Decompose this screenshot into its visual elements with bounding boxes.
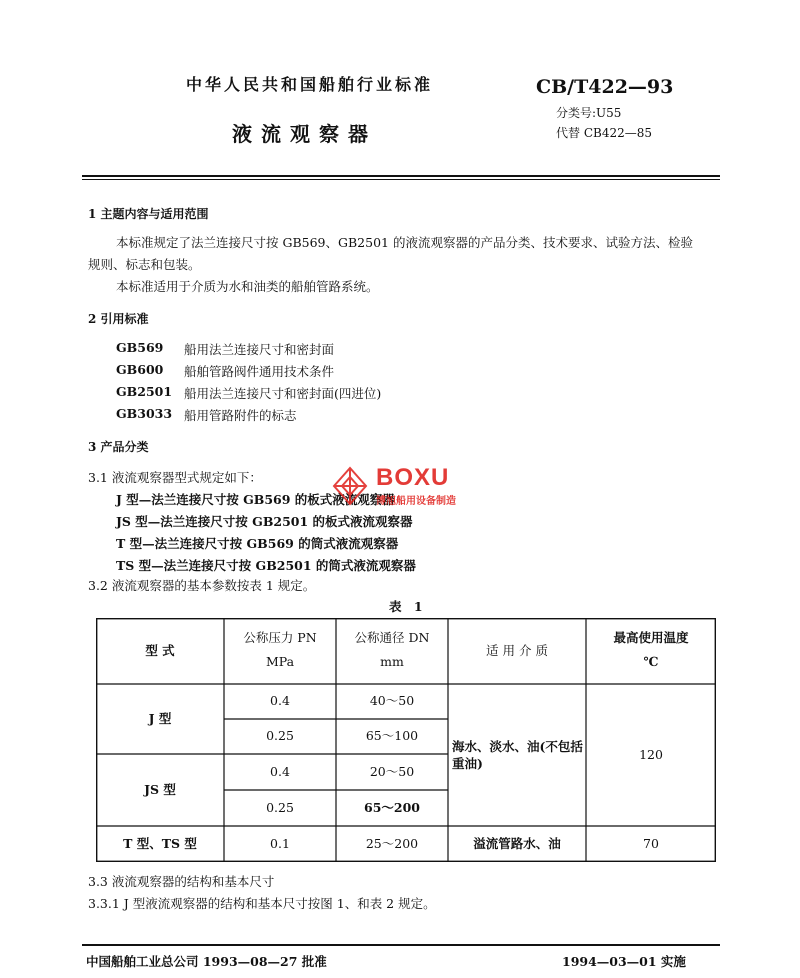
reference-text: 船舶管路阀件通用技术条件 [184, 364, 335, 379]
type-j: J 型 [148, 710, 172, 726]
medium-j-js: 海水、淡水、油(不包括重油) [452, 739, 583, 771]
row-1-diameter: 40～50 [369, 693, 415, 709]
row-3-diameter: 20～50 [369, 763, 415, 779]
type-definition-j: J 型—法兰连接尺寸按 GB569 的板式液流观察器 [116, 492, 395, 507]
temperature-t-ts: 70 [643, 835, 659, 851]
section-3-title: 3 产品分类 [88, 440, 149, 454]
document-title: 液流观察器 [232, 122, 377, 146]
section-3-3-1: 3.3.1 J 型液流观察器的结构和基本尺寸按图 1、和表 2 规定。 [88, 896, 436, 911]
watermark-brand: BOXU [376, 464, 450, 491]
row-3-pressure: 0.4 [270, 763, 290, 779]
temperature-j-js: 120 [639, 746, 663, 762]
parameters-table [96, 618, 716, 862]
row-5-diameter: 25～200 [365, 835, 419, 851]
type-js: JS 型 [144, 781, 176, 797]
type-definition-js: JS 型—法兰连接尺寸按 GB2501 的板式液流观察器 [116, 514, 413, 529]
replaces-standard: 代替 CB422—85 [556, 126, 652, 140]
section-2-title: 2 引用标准 [88, 312, 149, 326]
reference-code: GB600 [116, 362, 164, 377]
header-pressure-unit: MPa [265, 653, 295, 669]
section-3-2: 3.2 液流观察器的基本参数按表 1 规定。 [88, 578, 316, 593]
header-temperature: 最高使用温度 [613, 629, 689, 645]
row-2-diameter: 65～100 [365, 728, 419, 744]
row-4-diameter: 65～200 [364, 799, 420, 815]
type-t-ts: T 型、TS 型 [123, 835, 197, 851]
footer-rule [82, 944, 720, 946]
section-3-3: 3.3 液流观察器的结构和基本尺寸 [88, 874, 275, 889]
boxu-watermark [330, 464, 490, 508]
implementation-date: 1994—03—01 实施 [562, 954, 686, 969]
table-caption: 表 1 [389, 599, 427, 614]
section-1-paragraph-2: 本标准适用于介质为水和油类的船舶管路系统。 [116, 279, 379, 294]
header-rule-thin [82, 179, 720, 180]
reference-code: GB2501 [116, 384, 173, 399]
section-3-1-title: 3.1 液流观察器型式规定如下： [88, 470, 262, 485]
type-definition-ts: TS 型—法兰连接尺寸按 GB2501 的筒式液流观察器 [116, 558, 416, 573]
section-1-paragraph-1-line-1: 本标准规定了法兰连接尺寸按 GB569、GB2501 的液流观察器的产品分类、技术要求、试验方法、检验 [116, 235, 693, 250]
approval-line: 中国船舶工业总公司 1993—08—27 批准 [86, 954, 327, 969]
standard-title: 中华人民共和国船舶行业标准 [186, 75, 434, 94]
row-1-pressure: 0.4 [270, 693, 290, 709]
watermark-slogan: 博旭船用设备制造 [376, 496, 456, 507]
header-temperature-unit: ℃ [643, 653, 659, 669]
reference-code: GB3033 [116, 406, 173, 421]
reference-text: 船用管路附件的标志 [184, 408, 297, 423]
header-pressure: 公称压力 PN [243, 629, 317, 645]
header-diameter-unit: mm [380, 653, 404, 669]
medium-t-ts: 溢流管路水、油 [473, 835, 561, 851]
row-4-pressure: 0.25 [266, 799, 294, 815]
row-5-pressure: 0.1 [270, 835, 290, 851]
reference-text: 船用法兰连接尺寸和密封面(四进位) [184, 386, 382, 401]
reference-text: 船用法兰连接尺寸和密封面 [184, 342, 335, 357]
standard-code: CB/T422—93 [536, 76, 674, 98]
section-1-paragraph-1-line-2: 规则、标志和包装。 [88, 257, 201, 272]
header-diameter: 公称通径 DN [354, 629, 430, 645]
section-1-title: 1 主题内容与适用范围 [88, 207, 209, 221]
classification-number: 分类号:U55 [556, 106, 622, 120]
header-medium: 适 用 介 质 [486, 642, 548, 658]
type-definition-t: T 型—法兰连接尺寸按 GB569 的筒式液流观察器 [116, 536, 399, 551]
header-type: 型 式 [145, 642, 175, 658]
row-2-pressure: 0.25 [266, 728, 294, 744]
header-rule-thick [82, 175, 720, 177]
reference-code: GB569 [116, 340, 164, 355]
